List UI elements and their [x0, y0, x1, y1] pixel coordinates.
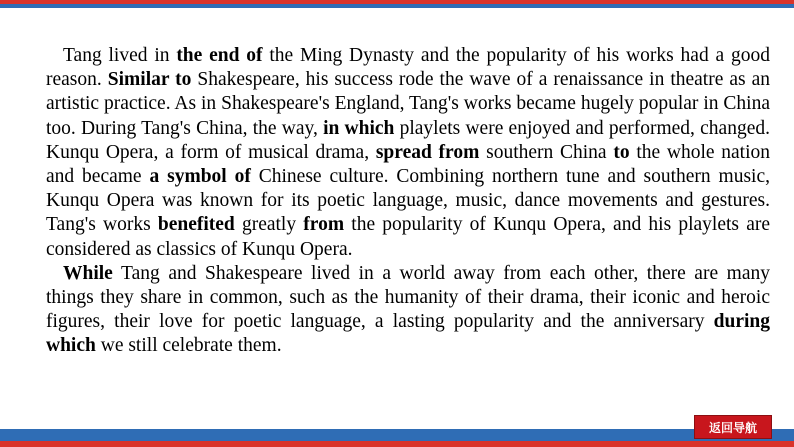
text-segment: we still celebrate them. — [95, 335, 282, 357]
bottom-red-stripe — [0, 441, 794, 447]
key-phrase: to — [613, 141, 630, 163]
key-phrase: from — [303, 214, 345, 236]
bottom-blue-stripe — [0, 429, 794, 441]
text-segment: Tang lived in — [63, 45, 177, 66]
text-segment: Tang and Shakespeare lived in a world away from each other, there are many things they share in common, such as the humanity of their drama, their iconic and heroic figures, their love for poetic language, a lasting popularity and the anniversary — [46, 262, 770, 333]
key-phrase: a symbol of — [149, 166, 251, 188]
text-segment: the whole nation and became — [46, 141, 771, 188]
key-phrase: the end of — [176, 45, 263, 66]
key-phrase: Similar to — [107, 69, 192, 91]
text-segment: playlets were enjoyed and performed, changed. Kunqu Opera, a form of musical drama, — [46, 117, 770, 163]
bottom-decor-bar — [0, 429, 794, 447]
text-segment: the Ming Dynasty and the popularity of his works had a good reason. — [46, 45, 770, 91]
top-decor-bar — [0, 0, 794, 9]
back-to-navigation-button[interactable]: 返回导航 — [694, 415, 772, 439]
key-phrase: benefited — [157, 214, 235, 236]
key-phrase: in which — [323, 117, 395, 139]
text-segment: southern China — [479, 141, 614, 163]
text-segment: the popularity of Kunqu Opera, and his playlets are considered as classics of Kunqu Opera. — [46, 214, 770, 260]
key-phrase: during which — [46, 311, 770, 357]
top-blue-stripe — [0, 4, 794, 8]
key-phrase: spread from — [375, 141, 480, 163]
paragraph-2 — [46, 262, 770, 359]
passage-text — [46, 44, 770, 359]
text-segment: Chinese culture. Combining northern tune and southern music, Kunqu Opera was known for its poetic language, music, dance movements and gestures. Tang's works — [46, 166, 770, 236]
paragraph-1 — [46, 44, 770, 262]
text-segment: Shakespeare, his success rode the wave of a renaissance in theatre as an artistic practice. As in Shakespeare's England, Tang's works became hugely popular in China too. During Tang's China, the way, — [46, 69, 770, 139]
text-segment: greatly — [234, 214, 304, 236]
key-phrase: While — [63, 262, 113, 284]
